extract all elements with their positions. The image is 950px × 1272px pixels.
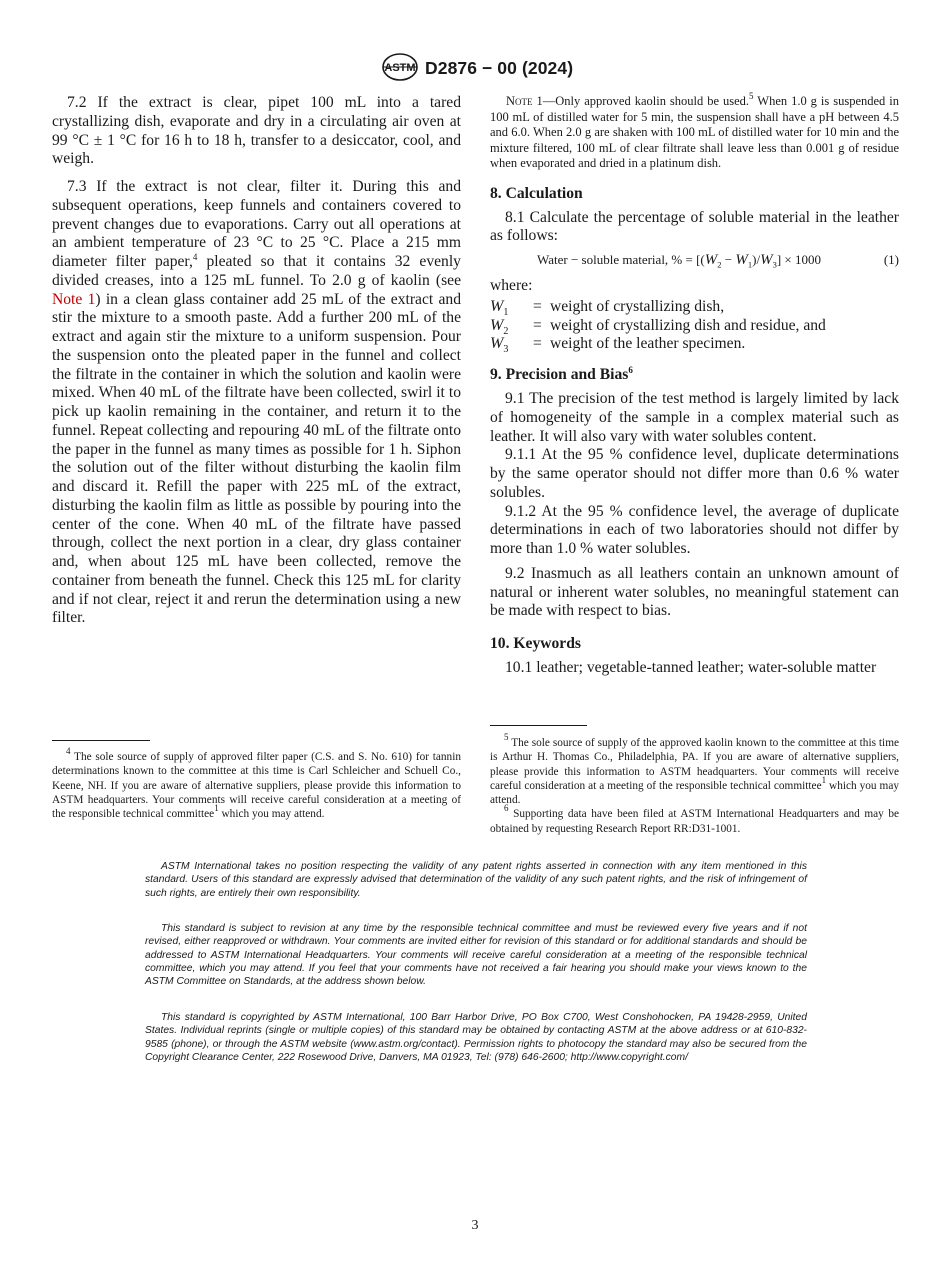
where-symbol-letter: W: [490, 335, 504, 353]
equation-w3: W: [760, 252, 773, 268]
paragraph-7-2: 7.2 If the extract is clear, pipet 100 mL into a tared crystallizing dish, evaporate and dry in a circulating air oven at 99 °C ± 1 °C for 16 h to 18 h, transfer to a desiccator, cool, and weigh.: [52, 94, 461, 168]
note-1-label: Note 1: [506, 94, 543, 108]
footnote-ref-5[interactable]: 5: [749, 91, 754, 101]
footnote-ref-4[interactable]: 4: [192, 252, 198, 262]
footnote-5: [490, 732, 899, 807]
where-item: [490, 298, 899, 317]
astm-logo-text: ASTM: [384, 62, 416, 74]
footnote-4-number: 4: [66, 746, 71, 756]
equation-w2: W: [704, 252, 718, 268]
legal-copyright-statement: This standard is copyrighted by ASTM International, 100 Barr Harbor Drive, PO Box C700, West Conshohocken, PA 19428-2959, United States. Individual reprints (single or multiple copies) of this standard may be obtained by contacting ASTM at the above address or at 610-832-9585 (phone), or through the ASTM website (www.astm.org/contact). Permission rights to photocopy the standard may also be secured from the Copyright Clearance Center, 222 Rosewood Drive, Danvers, MA 01923, Tel: (978) 646-2600; http://www.copyright.com/: [145, 1012, 807, 1063]
footnote-rule-left: [52, 740, 150, 741]
note-1-text-a: —Only approved kaolin should be used.: [542, 94, 750, 108]
legal-patent-statement: ASTM International takes no position respecting the validity of any patent rights asserted in connection with any item mentioned in this standard. Users of this standard are expressly advised that determination of the validity of any such patent rights, and the risk of infringement of such rights, are entirely their own responsibility.: [145, 861, 807, 899]
paragraph-7-3: [52, 178, 461, 628]
equation-1: [490, 251, 899, 273]
where-symbol-letter: W: [490, 316, 504, 334]
equation-lhs: Water − soluble material, % =: [537, 252, 693, 267]
equation-minus: −: [721, 252, 736, 267]
footnote-5-number: 5: [504, 732, 509, 742]
where-list: [490, 298, 899, 354]
note-1-link[interactable]: Note 1: [52, 290, 96, 308]
where-symbol-sub: 2: [503, 325, 509, 337]
section-8-heading: 8. Calculation: [490, 184, 583, 202]
where-definition: weight of crystallizing dish,: [550, 297, 725, 315]
left-column: [52, 94, 461, 628]
section-9-heading: [490, 366, 899, 384]
equation-w3-sub: 3: [772, 259, 777, 270]
equation-close-paren: )/: [752, 252, 761, 267]
where-symbol-sub: 3: [503, 344, 509, 356]
where-equals: =: [533, 335, 542, 353]
paragraph-9-1: 9.1 The precision of the test method is largely limited by lack of homogeneity of the sample in a complex material such as leather. It will also vary with water solubles content.: [490, 390, 899, 445]
where-item: [490, 317, 899, 336]
footnote-rule-right: [490, 725, 587, 726]
equation-expression: [537, 251, 821, 274]
footnote-6: [490, 803, 899, 836]
equation-open-bracket: [(: [696, 252, 705, 267]
document-designation: D2876 − 00 (2024): [425, 58, 574, 78]
paragraph-7-3-text-c: ) in a clean glass container add 25 mL of the extract and stir the mixture to a smooth paste. Add a further 200 mL of the extract and again stir the mixture to a uniform suspension. Pour the suspension onto the pleated paper in the funnel and collect the filtrate in the container in which the solution and kaolin were mixed. When 40 mL of the filtrate have been collected, swirl it to pick up kaolin remaining in the container, and return it to the funnel. Repeat collecting and repouring 40 mL of the filtrate onto the paper in the funnel as many times as possible for 1 h. Siphon the solution out of the filter without disturbing the kaolin film and discard it. Refill the paper with 225 mL of the extract, disturbing the kaolin film as little as possible by pouring into the center of the cone. When 40 mL of the filtrate have passed through, collect the next portion in a clear, dry glass container and, when about 125 mL have been collected, remove the container from beneath the funnel. Check this 125 mL for clarity and if not clear, reject it and rerun the determination using a new filter.: [52, 290, 461, 627]
equation-w1: W: [735, 252, 748, 268]
footnote-4-text-b: which you may attend.: [218, 808, 325, 821]
equation-w1-sub: 1: [747, 259, 753, 270]
footnote-4-text-a: The sole source of supply of approved filter paper (C.S. and S. No. 610) for tannin determinations known to the committee at this time is Carl Schleicher and Schuell Co., Keene, NH. If you are aware of alternative suppliers, please provide this information to ASTM headquarters. Your comments will receive careful consideration at a meeting of the responsible technical committee: [52, 751, 461, 821]
page-header: [0, 50, 950, 84]
footnote-6-text: Supporting data have been filed at ASTM International Headquarters and may be obtained by requesting Research Report RR:D31-1001.: [490, 808, 899, 835]
footnote-4: [52, 746, 461, 821]
note-1: [490, 91, 899, 172]
footnotes-right: [490, 732, 899, 836]
section-10-heading: 10. Keywords: [490, 635, 581, 652]
footnotes-left: [52, 746, 461, 821]
paragraph-7-3-text-b: pleated so that it contains 32 evenly divided creases, into a 125 mL funnel. To 2.0 g of kaolin (see: [52, 253, 461, 289]
where-equals: =: [533, 297, 542, 315]
footnote-5-text-b: which you may attend.: [490, 779, 899, 807]
astm-logo-icon: [380, 52, 420, 82]
equation-rhs: ] × 1000: [776, 252, 821, 267]
footnote-6-number: 6: [504, 803, 509, 814]
paragraph-9-1-1: 9.1.1 At the 95 % confidence level, duplicate determinations by the same operator should not differ more than 0.6 % water solubles.: [490, 446, 899, 501]
paragraph-9-1-2: 9.1.2 At the 95 % confidence level, the average of duplicate determinations in each of two laboratories should not differ by more than 1.0 % water solubles.: [490, 502, 899, 557]
paragraph-7-3-text-a: 7.3 If the extract is not clear, filter it. During this and subsequent operations, keep funnels and containers covered to prevent changes due to evaporations. Carry out all operations at an ambient temperature of 23 °C to 25 °C. Place a 215 mm diameter filter paper,: [52, 178, 461, 270]
where-equals: =: [533, 316, 542, 334]
equation-w2-sub: 2: [717, 259, 722, 270]
footnote-5-text-a: The sole source of supply of the approved kaolin known to the committee at this time is Arthur H. Thomas Co., Philadelphia, PA. If you are aware of alternative suppliers, please provide this information to ASTM headquarters. Your comments will receive careful consideration at a meeting of the responsible technical committee: [490, 737, 899, 792]
where-label: where:: [490, 277, 533, 294]
where-definition: weight of the leather specimen.: [550, 335, 746, 353]
right-column: [490, 91, 899, 678]
where-symbol-letter: W: [490, 297, 504, 315]
page-number: 3: [471, 1218, 479, 1233]
footnote-ref-6[interactable]: 6: [628, 365, 633, 375]
note-1-text-b: When 1.0 g is suspended in 100 mL of distilled water for 5 min, the suspension shall have a pH between 4.5 and 6.0. When 2.0 g are shaken with 100 mL of distilled water for 10 min and the mixture filtered, 100 mL of clear filtrate shall leave less than 0.001 g of residue when evaporated and dried in a platinum dish.: [490, 94, 899, 170]
footnote-ref-1[interactable]: 1: [214, 803, 219, 814]
where-symbol-sub: 1: [503, 306, 509, 318]
footnote-ref-1[interactable]: 1: [821, 774, 827, 785]
where-symbol: [490, 335, 508, 360]
paragraph-9-2: 9.2 Inasmuch as all leathers contain an unknown amount of natural or inherent water solubles, no meaningful statement can be made with respect to bias.: [490, 564, 899, 620]
section-9-title: 9. Precision and Bias: [490, 366, 629, 383]
where-definition: weight of crystallizing dish and residue, and: [550, 316, 826, 334]
equation-number: (1): [883, 252, 899, 267]
legal-revision-statement: This standard is subject to revision at any time by the responsible technical committee and must be reviewed every five years and if not revised, either reapproved or withdrawn. Your comments are invited either for revision of this standard or for additional standards and should be addressed to ASTM International Headquarters. Your comments will receive careful consideration at a meeting of the responsible technical committee, which you may attend. If you feel that your comments have not received a fair hearing you should make your views known to the ASTM Committee on Standards, at the address shown below.: [145, 923, 807, 988]
paragraph-8-1: 8.1 Calculate the percentage of soluble material in the leather as follows:: [490, 208, 899, 245]
paragraph-10-1: 10.1 leather; vegetable-tanned leather; water-soluble matter: [505, 659, 877, 676]
where-item: [490, 335, 899, 354]
